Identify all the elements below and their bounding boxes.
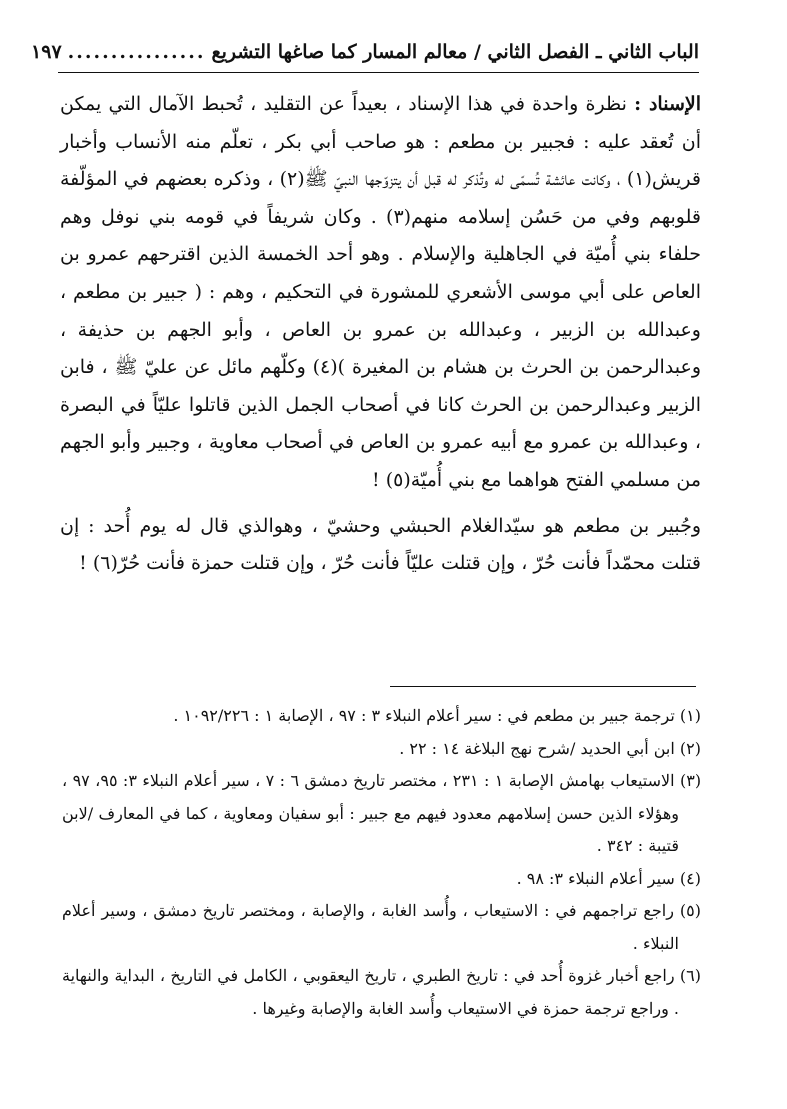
leader-dots: ................ bbox=[67, 41, 206, 63]
paragraph-isnad bbox=[60, 86, 701, 500]
footnote-1: (١) ترجمة جبير بن مطعم في : سير أعلام النبلاء ٣ : ٩٧ ، الإصابة ١ : ١٠٩٢/٢٢٦ . bbox=[173, 706, 701, 725]
main-text bbox=[60, 86, 701, 583]
chapter-title: الباب الثاني ـ الفصل الثاني / معالم المسار كما صاغها التشريع bbox=[211, 41, 699, 63]
footnote-3: (٣) الاستيعاب بهامش الإصابة ١ : ٢٣١ ، مختصر تاريخ دمشق ٦ : ٧ ، سير أعلام النبلاء ٣: ٩٥، ٩٧ ، وهؤلاء الذين حسن إسلامهم معدود فيهم مع جبير : أبو سفيان ومعاوية ، كما في المعارف /لابن قتيبة : ٣٤٢ . bbox=[62, 771, 702, 855]
footnote-5: (٥) راجع تراجمهم في : الاستيعاب ، وأُسد الغابة ، والإصابة ، ومختصر تاريخ دمشق ، وسير أعلام النبلاء . bbox=[62, 901, 701, 953]
footnotes bbox=[62, 700, 701, 1025]
paragraph-lead: الإسناد : bbox=[634, 93, 701, 115]
footnote-2: (٢) ابن أبي الحديد /شرح نهج البلاغة ١٤ : ٢٢ . bbox=[399, 738, 701, 758]
paragraph-text: نظرة واحدة في هذا الإسناد ، بعيداً عن التقليد ، تُحبط الآمال التي يمكن أن تُعقد عليه : فجبير بن مطعم : هو صاحب أبي بكر ، تعلّم منه الأنساب وأخبار قريش(١) ، وكانت عائشة تُسمّى له وتُذكر له قبل أن يتزوّجها النبيّ ﷺ(٢) ، وذكره بعضهم في المؤلّفة قلوبهم وفي من حَسُن إسلامه منهم(٣) . وكان شريفاً في قومه بني نوفل وهم حلفاء بني أُميّة في الجاهلية والإسلام . وهو أحد الخمسة الذين اقترحهم عمرو بن العاص على أبي موسى الأشعري للمشورة في التحكيم ، وهم : ( جبير بن مطعم ، وعبدالله بن الزبير ، وعبدالله بن عمرو بن العاص ، وأبو الجهم بن حذيفة ، وعبدالرحمن بن الحرث بن هشام بن المغيرة )(٤) وكلّهم مائل عن عليّ ﷺ ، فابن الزبير وعبدالرحمن بن الحرث كانا في أصحاب الجمل الذين قاتلوا عليّاً في البصرة ، وعبدالله بن عمرو مع أبيه عمرو بن العاص في أصحاب معاوية ، وجبير وأبو الجهم من مسلمي الفتح هواهما مع بني أُميّة(٥) ! bbox=[60, 93, 701, 491]
running-header bbox=[31, 32, 699, 72]
footnote-6: (٦) راجع أخبار غزوة أُحد في : تاريخ الطبري ، تاريخ اليعقوبي ، الكامل في التاريخ ، البداية والنهاية . وراجع ترجمة حمزة في الاستيعاب وأُسد الغابة والإصابة وغيرها . bbox=[62, 966, 701, 1018]
header-divider bbox=[58, 72, 699, 73]
page-number: ١٩٧ bbox=[31, 41, 62, 63]
footnote-4: (٤) سير أعلام النبلاء ٣: ٩٨ . bbox=[516, 868, 701, 888]
footnote-divider bbox=[390, 686, 696, 687]
paragraph-jubayr: وجُبير بن مطعم هو سيّدالغلام الحبشي وحشيّ ، وهوالذي قال له يوم أُحد : إن قتلت محمّداً فأنت حُرّ ، وإن قتلت عليّاً فأنت حُرّ ، وإن قتلت حمزة فأنت حُرّ(٦) ! bbox=[60, 514, 701, 575]
